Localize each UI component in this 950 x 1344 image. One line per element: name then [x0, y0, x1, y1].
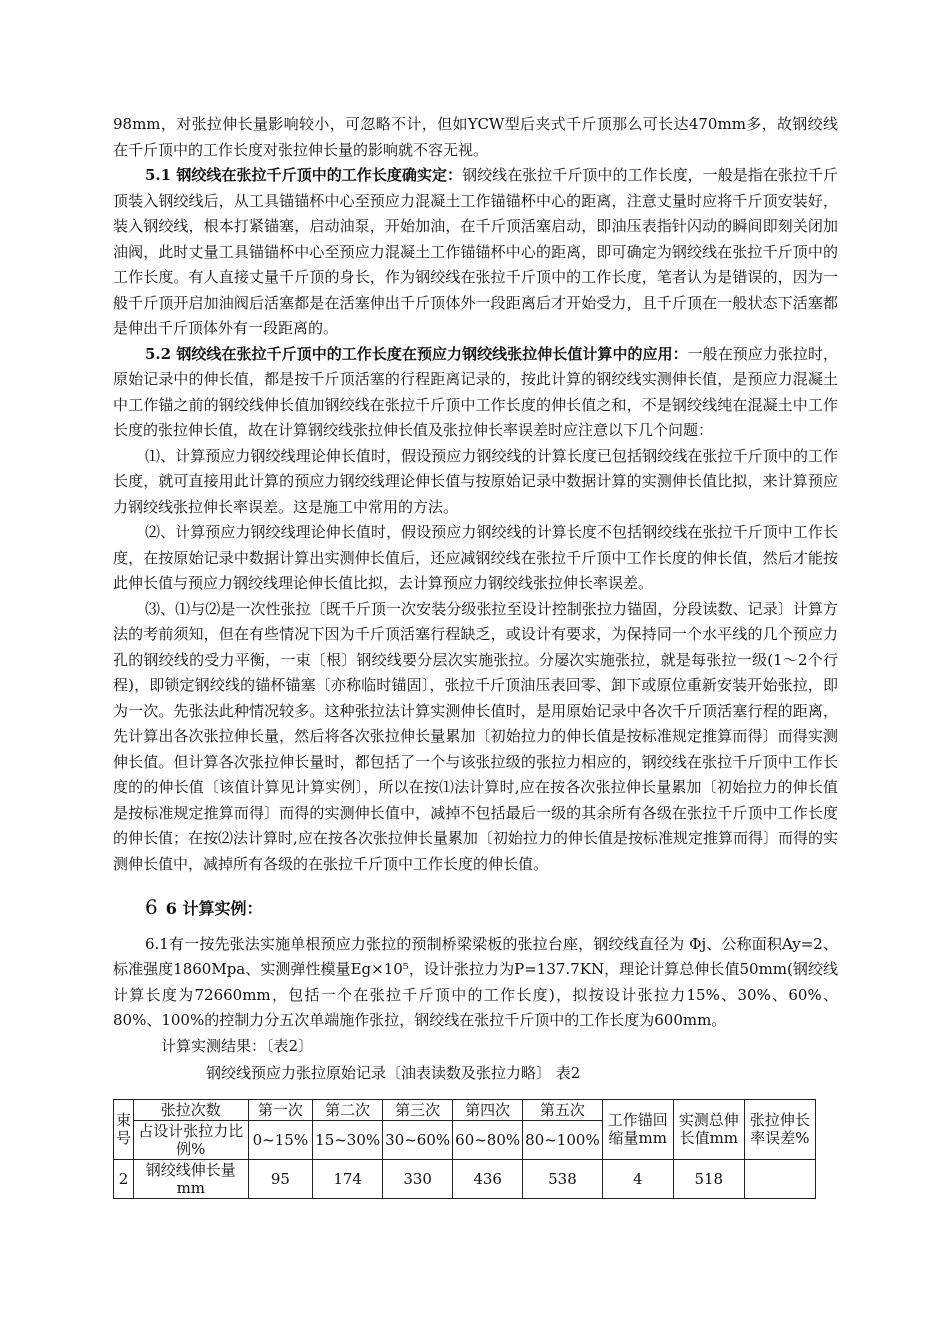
- ratio-4: 60~80%: [453, 1120, 523, 1159]
- ratio-2: 15~30%: [313, 1120, 383, 1159]
- section-6-title: [113, 895, 838, 922]
- section-6-number: 6: [145, 895, 158, 919]
- paragraph-item-2: ⑵、计算预应力钢绞线理论伸长值时，假设预应力钢绞线的计算长度不包括钢绞线在张拉千斤顶中工作长度，在按原始记录中数据计算出实测伸长值后，还应减钢绞线在张拉千斤顶中工作长度的伸长值，然后才能按此伸长值与预应力钢绞线理论伸长值比拟，去计算预应力钢绞线张拉伸长率误差。: [113, 523, 838, 592]
- total-elongation-value: 518: [673, 1159, 744, 1198]
- header-times: 张拉次数: [134, 1099, 249, 1120]
- value-3: 330: [383, 1159, 453, 1198]
- value-2: 174: [313, 1159, 383, 1198]
- ratio-1: 0~15%: [248, 1120, 313, 1159]
- document-page: [113, 112, 838, 1199]
- header-time-1: 第一次: [248, 1099, 313, 1120]
- header-bundle: 束号: [114, 1099, 134, 1159]
- elongation-error-value: [744, 1159, 815, 1198]
- paragraph-5-2-body: 一般在预应力张拉时，原始记录中的伸长值，都是按千斤顶活塞的行程距离记录的，按此计算的钢绞线实测伸长值，是预应力混凝土中工作锚之前的钢绞线伸长值加钢绞线在张拉千斤顶中工作长度的伸长值之和，不是钢绞线纯在混凝土中工作长度的张拉伸长值，故在计算钢绞线张拉伸长值及张拉伸长率误差时应注意以下几个问题：: [113, 344, 838, 439]
- paragraph-5-2: [113, 342, 838, 444]
- header-time-2: 第二次: [313, 1099, 383, 1120]
- ratio-3: 30~60%: [383, 1120, 453, 1159]
- header-anchor-retraction: 工作锚回缩量mm: [602, 1099, 673, 1159]
- paragraph-item-1: ⑴、计算预应力钢绞线理论伸长值时，假设预应力钢绞线的计算长度已包括钢绞线在张拉千斤顶中的工作长度，就可直接用此计算的预应力钢绞线理论伸长值与按原始记录中数据计算的实测伸长值比拟，来计算预应力钢绞线张拉伸长率误差。这是施工中常用的方法。: [113, 446, 838, 516]
- tension-record-table: [113, 1099, 816, 1199]
- ratio-label: 占设计张拉力比例%: [134, 1120, 249, 1159]
- table-data-row: [114, 1159, 816, 1198]
- anchor-retraction-value: 4: [602, 1159, 673, 1198]
- paragraph-5-1: [113, 163, 838, 342]
- table-header-row: [114, 1099, 816, 1120]
- paragraph-intro: 98mm，对张拉伸长量影响较小，可忽略不计，但如YCW型后夹式千斤顶那么可长达470mm多，故钢绞线在千斤顶中的工作长度对张拉伸长量的影响就不容无视。: [113, 115, 838, 159]
- paragraph-6-1: 6.1有一按先张法实施单根预应力张拉的预制桥梁梁板的张拉台座，钢绞线直径为 Φj、公称面积Ay=2、标准强度1860Mpa、实测弹性模量Eg×10⁵，设计张拉力为P=137.7KN，理论计算总伸长值50mm(钢绞线计算长度为72660mm，包括一个在张拉千斤顶中的工作长度)，拟按设计张拉力15%、30%、60%、80%、100%的控制力分五次单端施作张拉，钢绞线在张拉千斤顶中的工作长度为600mm。: [113, 934, 838, 1029]
- header-time-3: 第三次: [383, 1099, 453, 1120]
- table-caption: 钢绞线预应力张拉原始记录〔油表读数及张拉力略〕 表2: [206, 1064, 581, 1082]
- value-5: 538: [523, 1159, 603, 1198]
- value-4: 436: [453, 1159, 523, 1198]
- paragraph-item-3: ⑶、⑴与⑵是一次性张拉〔既千斤顶一次安装分级张拉至设计控制张拉力锚固，分段读数、记录〕计算方法的考前须知，但在有些情况下因为千斤顶活塞行程缺乏，或设计有要求，为保持同一个水平线的几个预应力孔的钢绞线的受力平衡，一束〔根〕钢绞线要分层次实施张拉。分屡次实施张拉，就是每张拉一级(1～2个行程)，即锁定钢绞线的锚杯锚塞〔亦称临时锚固〕，张拉千斤顶油压表回零、卸下或原位重新安装开始张拉，即为一次。先张法此种情况较多。这种张拉法计算实测伸长值时，是用原始记录中各次千斤顶活塞行程的距离，先计算出各次张拉伸长量，然后将各次张拉伸长量累加〔初始拉力的伸长值是按标准规定推算而得〕而得实测伸长值。但计算各次张拉伸长量时，都包括了一个与该张拉级的张拉力相应的，钢绞线在张拉千斤顶中工作长度的的伸长值〔该值计算见计算实例〕，所以在按⑴法计算时,应在按各次张拉伸长量累加〔初始拉力的伸长值是按标准规定推算而得〕而得的实测伸长值中，减掉不包括最后一级的其余所有各级在张拉千斤顶中工作长度的伸长值；在按⑵法计算时,应在按各次张拉伸长量累加〔初始拉力的伸长值是按标准规定推算而得〕而得的实测伸长值中，减掉所有各级的在张拉千斤顶中工作长度的伸长值。: [113, 599, 838, 873]
- value-1: 95: [248, 1159, 313, 1198]
- ratio-5: 80~100%: [523, 1120, 603, 1159]
- header-time-4: 第四次: [453, 1099, 523, 1120]
- header-elongation-error: 张拉伸长率误差%: [744, 1099, 815, 1159]
- section-6-heading: 6 计算实例：: [165, 899, 263, 918]
- data-bundle-number: 2: [114, 1159, 134, 1198]
- paragraph-5-1-body: 钢绞线在张拉千斤顶中的工作长度，一般是指在张拉千斤顶装入钢绞线后，从工具锚锚杯中心至预应力混凝土工作锚锚杯中心的距离，注意丈量时应将千斤顶安装好，装入钢绞线，根本打紧锚塞，启动油泵，开始加油，在千斤顶活塞启动，即油压表指针闪动的瞬间即刻关闭加油阀，此时丈量工具锚锚杯中心至预应力混凝土工作锚锚杯中心的距离，即可确定为钢绞线在张拉千斤顶中的工作长度。有人直接丈量千斤顶的身长，作为钢绞线在张拉千斤顶中的工作长度，笔者认为是错误的，因为一般千斤顶开启加油阀后活塞都是在活塞伸出千斤顶体外一段距离后才开始受力，且千斤顶在一般状态下活塞都是伸出千斤顶体外有一段距离的。: [113, 166, 838, 337]
- data-label: 钢绞线伸长量mm: [134, 1159, 249, 1198]
- header-total-elongation: 实测总伸长值mm: [673, 1099, 744, 1159]
- header-time-5: 第五次: [523, 1099, 603, 1120]
- paragraph-result-note: 计算实测结果：〔表2〕: [161, 1036, 314, 1055]
- heading-5-2: 5.2 钢绞线在张拉千斤顶中的工作长度在预应力钢绞线张拉伸长值计算中的应用：: [145, 344, 688, 363]
- heading-5-1: 5.1 钢绞线在张拉千斤顶中的工作长度确实定：: [145, 166, 463, 184]
